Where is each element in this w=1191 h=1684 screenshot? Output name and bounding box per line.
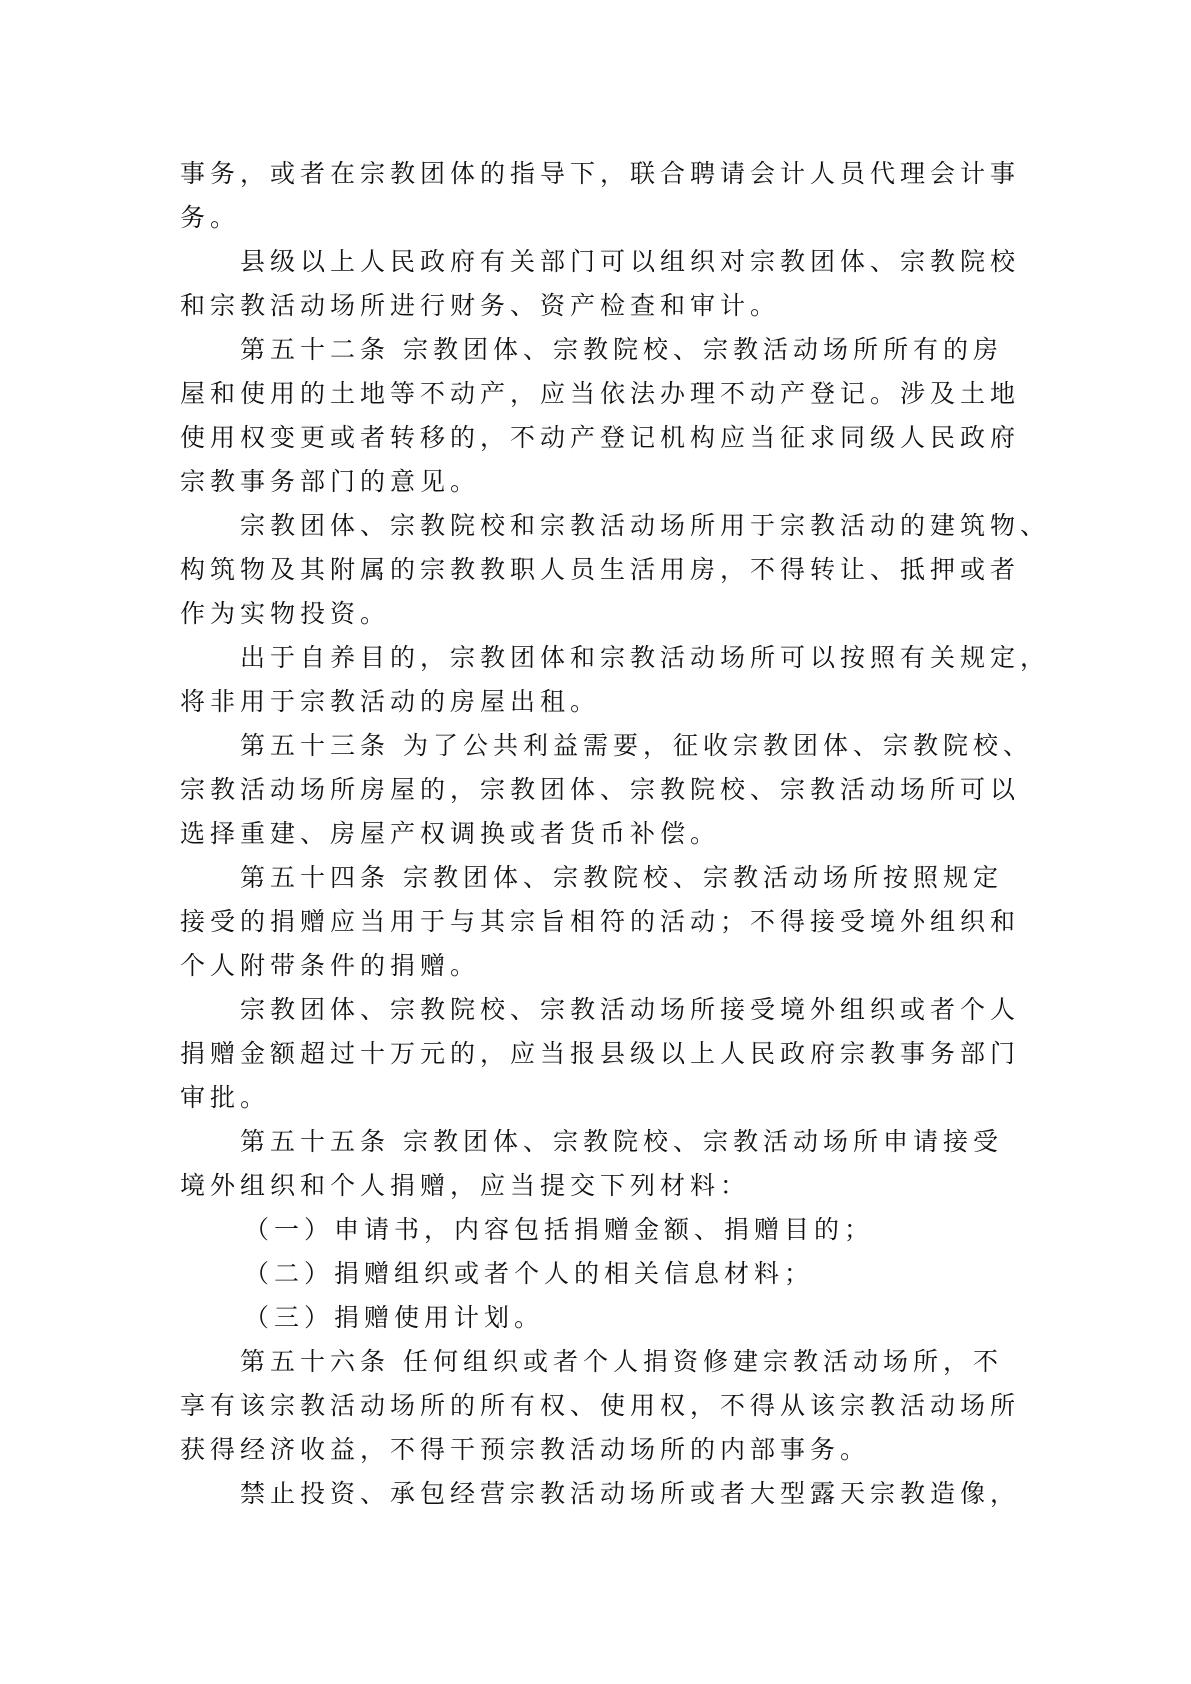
list-item: （一）申请书，内容包括捐赠金额、捐赠目的； bbox=[244, 1215, 875, 1244]
text-line: 出于自养目的，宗教团体和宗教活动场所可以按照有关规定， bbox=[240, 643, 1051, 672]
text-line: 和宗教活动场所进行财务、资产检查和审计。 bbox=[180, 291, 781, 320]
text-line: 宗教活动场所房屋的，宗教团体、宗教院校、宗教活动场所可以 bbox=[180, 775, 1021, 804]
text-line: 将非用于宗教活动的房屋出租。 bbox=[180, 687, 601, 716]
text-line: 作为实物投资。 bbox=[180, 599, 391, 628]
text-line: 使用权变更或者转移的，不动产登记机构应当征求同级人民政府 bbox=[180, 423, 1021, 452]
text-line: 务。 bbox=[180, 203, 241, 232]
list-item: （二）捐赠组织或者个人的相关信息材料； bbox=[244, 1259, 815, 1288]
text-line: 事务，或者在宗教团体的指导下，联合聘请会计人员代理会计事 bbox=[180, 159, 1021, 188]
text-line: 境外组织和个人捐赠，应当提交下列材料： bbox=[180, 1171, 751, 1200]
document-body bbox=[180, 152, 1051, 1516]
text-line: 县级以上人民政府有关部门可以组织对宗教团体、宗教院校 bbox=[240, 247, 1021, 276]
text-line: 个人附带条件的捐赠。 bbox=[180, 951, 481, 980]
article-52-heading-line: 第五十二条 宗教团体、宗教院校、宗教活动场所所有的房 bbox=[240, 335, 1003, 364]
text-line: 构筑物及其附属的宗教教职人员生活用房，不得转让、抵押或者 bbox=[180, 555, 1021, 584]
text-line: 屋和使用的土地等不动产，应当依法办理不动产登记。涉及土地 bbox=[180, 379, 1021, 408]
text-line: 宗教团体、宗教院校、宗教活动场所接受境外组织或者个人 bbox=[240, 995, 1021, 1024]
article-54-heading-line: 第五十四条 宗教团体、宗教院校、宗教活动场所按照规定 bbox=[240, 863, 1003, 892]
text-line: 享有该宗教活动场所的所有权、使用权，不得从该宗教活动场所 bbox=[180, 1391, 1021, 1420]
text-line: 选择重建、房屋产权调换或者货币补偿。 bbox=[180, 819, 721, 848]
text-line: 审批。 bbox=[180, 1083, 271, 1112]
text-line: 宗教团体、宗教院校和宗教活动场所用于宗教活动的建筑物、 bbox=[240, 511, 1051, 540]
article-55-heading-line: 第五十五条 宗教团体、宗教院校、宗教活动场所申请接受 bbox=[240, 1127, 1003, 1156]
text-line: 禁止投资、承包经营宗教活动场所或者大型露天宗教造像， bbox=[240, 1479, 1021, 1508]
article-53-heading-line: 第五十三条 为了公共利益需要，征收宗教团体、宗教院校、 bbox=[240, 731, 1033, 760]
article-56-heading-line: 第五十六条 任何组织或者个人捐资修建宗教活动场所，不 bbox=[240, 1347, 1003, 1376]
text-line: 宗教事务部门的意见。 bbox=[180, 467, 481, 496]
text-line: 获得经济收益，不得干预宗教活动场所的内部事务。 bbox=[180, 1435, 871, 1464]
list-item: （三）捐赠使用计划。 bbox=[244, 1303, 545, 1332]
text-line: 捐赠金额超过十万元的，应当报县级以上人民政府宗教事务部门 bbox=[180, 1039, 1021, 1068]
text-line: 接受的捐赠应当用于与其宗旨相符的活动；不得接受境外组织和 bbox=[180, 907, 1021, 936]
